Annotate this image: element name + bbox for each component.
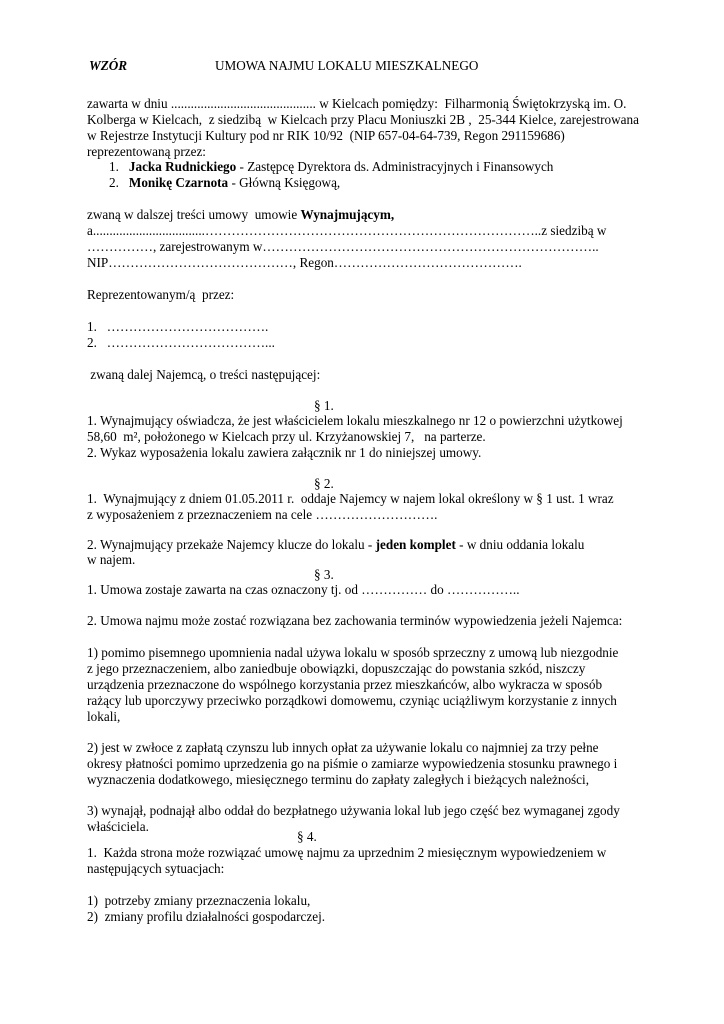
section-3-line-2: 2. Umowa najmu może zostać rozwiązana bez zachowania terminów wypowiedzenia jeżeli Najemca: [87, 613, 623, 628]
section-4-heading: § 4. [297, 829, 317, 844]
section-3-point-1-line-2: z jego przeznaczeniem, albo zaniedbuje obowiązki, dopuszczając do powstania szkód, niszczy [87, 661, 586, 676]
section-3-point-2-line-2: okresy płatności pomimo uprzedzenia go na piśmie o zamiarze wypowiedzenia stosunku prawnego i [87, 756, 618, 771]
section-4-line-1: 1. Każda strona może rozwiązać umowę najmu za uprzednim 2 miesięcznym wypowiedzeniem w [87, 845, 607, 860]
tenant-line-2: ……………, zarejestrowanym w………………………………………………………………….. [87, 239, 599, 254]
landlord-prefix: zwaną w dalszej treści umowy umowie [87, 207, 301, 222]
representative-1 [109, 159, 553, 175]
rep2-name: Monikę Czarnota [128, 175, 229, 190]
section-2-line-3 [87, 537, 584, 553]
section-2-keys-bold: jeden komplet [375, 537, 456, 552]
section-3-point-3-line-1: 3) wynajął, podnajął albo oddał do bezpłatnego używania lokal lub jego część bez wymaganej zgody [87, 803, 620, 818]
section-3-point-1-line-5: lokali, [87, 709, 121, 724]
rep1-number: 1. [109, 159, 119, 174]
section-3-point-1-line-1: 1) pomimo pisemnego upomnienia nadal używa lokalu w sposób sprzeczny z umową lub niezgodnie [87, 645, 619, 660]
rep1-role: - Zastępcę Dyrektora ds. Administracyjnych i Finansowych [236, 159, 554, 174]
section-2-line-1: 1. Wynajmujący z dniem 01.05.2011 r. oddaje Najemcy w najem lokal określony w § 1 ust. 1 wraz [87, 491, 614, 506]
section-2-heading: § 2. [314, 476, 334, 491]
rep2-number: 2. [109, 175, 119, 190]
tenant-line-1: a..................................…………………………………………………………………..z siedzibą w [87, 223, 607, 238]
tenant-representative-1: 1. ………………………………. [87, 319, 269, 334]
section-3-point-1-line-3: urządzenia przeznaczone do wspólnego korzystania przez mieszkańców, albo wykracza w sposób [87, 677, 603, 692]
section-2-keys-pre: 2. Wynajmujący przekaże Najemcy klucze do lokalu - [87, 537, 376, 552]
section-1-line-1: 1. Wynajmujący oświadcza, że jest właścicielem lokalu mieszkalnego nr 12 o powierzchni użytkowej [87, 413, 623, 428]
section-2-line-4: w najem. [87, 552, 136, 567]
intro-line-2: Kolberga w Kielcach, z siedzibą w Kielcach przy Placu Moniuszki 2B , 25-344 Kielce, zarejestrowana [87, 112, 639, 127]
section-4-line-2: następujących sytuacjach: [87, 861, 225, 876]
section-1-heading: § 1. [314, 398, 334, 413]
rep1-name: Jacka Rudnickiego [128, 159, 237, 174]
intro-line-1: zawarta w dniu ............................................ w Kielcach pomiędzy: Filharmonią Świętokrzyską im. O. [87, 96, 627, 111]
section-3-line-1: 1. Umowa zostaje zawarta na czas oznaczony tj. od …………… do …………….. [87, 582, 520, 597]
tenant-representative-2: 2. ………………………………... [87, 335, 275, 350]
section-4-item-2: 2) zmiany profilu działalności gospodarczej. [87, 909, 326, 924]
wzor-label: WZÓR [89, 58, 128, 73]
document-title: UMOWA NAJMU LOKALU MIESZKALNEGO [215, 58, 479, 73]
tenant-called-line: zwaną dalej Najemcą, o treści następującej: [87, 367, 321, 382]
section-3-heading: § 3. [314, 567, 334, 582]
landlord-term: Wynajmującym, [300, 207, 395, 222]
section-1-line-2: 58,60 m², położonego w Kielcach przy ul. Krzyżanowskiej 7, na parterze. [87, 429, 486, 444]
representative-2 [109, 175, 340, 191]
rep2-role: - Główną Księgową, [228, 175, 341, 190]
intro-line-4: reprezentowaną przez: [87, 144, 206, 159]
section-2-keys-post: - w dniu oddania lokalu [455, 537, 585, 552]
landlord-line [87, 207, 394, 223]
section-4-item-1: 1) potrzeby zmiany przeznaczenia lokalu, [87, 893, 311, 908]
section-2-line-2: z wyposażeniem z przeznaczeniem na cele ………………………. [87, 507, 438, 522]
section-3-point-3-line-2: właściciela. [87, 819, 149, 834]
section-3-point-2-line-1: 2) jest w zwłoce z zapłatą czynszu lub innych opłat za używanie lokalu co najmniej za trzy pełne [87, 740, 599, 755]
intro-line-3: w Rejestrze Instytucji Kultury pod nr RIK 10/92 (NIP 657-04-64-739, Regon 291159686) [87, 128, 565, 143]
tenant-representation-label: Reprezentowanym/ą przez: [87, 287, 235, 302]
section-3-point-2-line-3: wyznaczenia dodatkowego, miesięcznego terminu do zapłaty zaległych i bieżących należności, [87, 772, 590, 787]
section-3-point-1-line-4: rażący lub uporczywy przeciwko porządkowi domowemu, czyniąc uciążliwym korzystanie z innych [87, 693, 617, 708]
tenant-line-3: NIP……………………………………, Regon……………………………………. [87, 255, 522, 270]
section-1-line-3: 2. Wykaz wyposażenia lokalu zawiera załącznik nr 1 do niniejszej umowy. [87, 445, 482, 460]
